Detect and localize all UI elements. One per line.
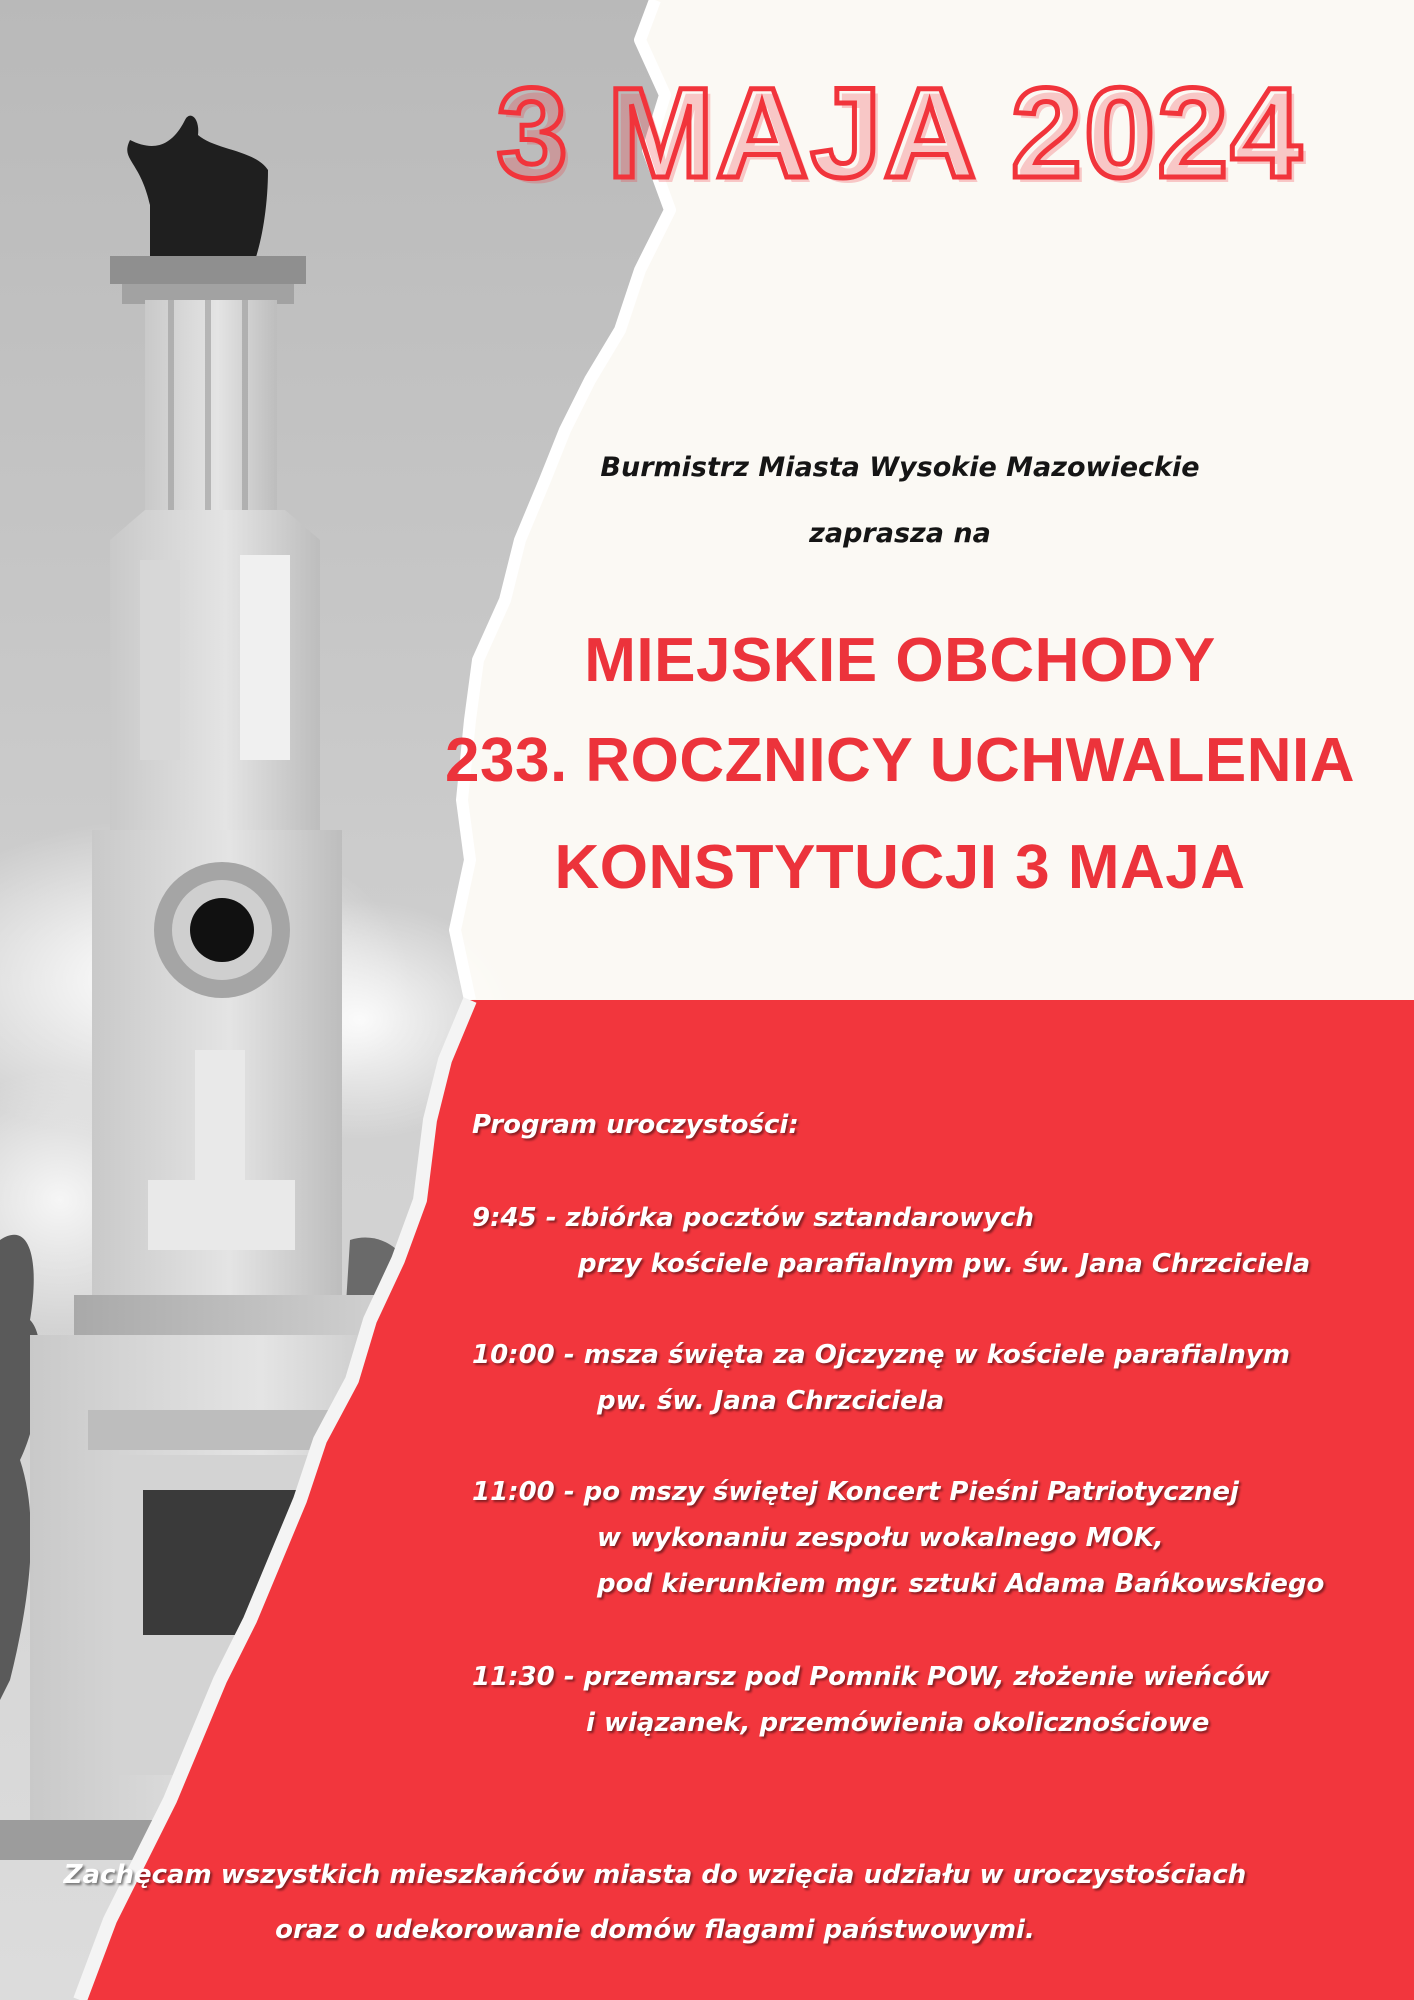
invitation-line-2: zaprasza na (809, 518, 991, 549)
schedule-item-2-line-1: 10:00 - msza święta za Ojczyznę w kościele parafialnym (472, 1340, 1290, 1370)
schedule-time: 10:00 (472, 1340, 555, 1370)
schedule-item-4-line-2: i wiązanek, przemówienia okolicznościowe (586, 1708, 1210, 1738)
schedule-item-1-line-1: 9:45 - zbiórka pocztów sztandarowych (472, 1203, 1035, 1233)
schedule-item-3-line-3: pod kierunkiem mgr. sztuki Adama Bańkowskiego (597, 1569, 1325, 1599)
schedule-item-2-line-2: pw. św. Jana Chrzciciela (597, 1386, 945, 1416)
schedule-item-1-line-2: przy kościele parafialnym pw. św. Jana Chrzciciela (578, 1249, 1311, 1279)
schedule-item-4-line-1: 11:30 - przemarsz pod Pomnik POW, złożenie wieńców (472, 1662, 1270, 1692)
footer-line-2: oraz o udekorowanie domów flagami państwowymi. (275, 1915, 1035, 1945)
headline-line-3: KONSTYTUCJI 3 MAJA (554, 833, 1246, 902)
schedule-text: po mszy świętej Koncert Pieśni Patriotycznej (583, 1477, 1239, 1507)
schedule-time: 11:30 (472, 1662, 555, 1692)
schedule-item-3-line-2: w wykonaniu zespołu wokalnego MOK, (597, 1523, 1164, 1553)
schedule-time: 9:45 (472, 1203, 537, 1233)
poster-title: 3 MAJA 2024 (496, 62, 1304, 205)
program-heading: Program uroczystości: (472, 1110, 799, 1140)
headline-line-1: MIEJSKIE OBCHODY (584, 626, 1216, 695)
schedule-text: msza święta za Ojczyznę w kościele parafialnym (583, 1340, 1290, 1370)
footer-line-1: Zachęcam wszystkich mieszkańców miasta do wzięcia udziału w uroczystościach (63, 1860, 1247, 1890)
schedule-time: 11:00 (472, 1477, 555, 1507)
invitation-line-1: Burmistrz Miasta Wysokie Mazowieckie (600, 452, 1200, 483)
headline-line-2: 233. ROCZNICY UCHWALENIA (445, 726, 1355, 795)
schedule-item-3-line-1: 11:00 - po mszy świętej Koncert Pieśni Patriotycznej (472, 1477, 1239, 1507)
schedule-text: przemarsz pod Pomnik POW, złożenie wieńców (583, 1662, 1270, 1692)
schedule-text: zbiórka pocztów sztandarowych (565, 1203, 1035, 1233)
